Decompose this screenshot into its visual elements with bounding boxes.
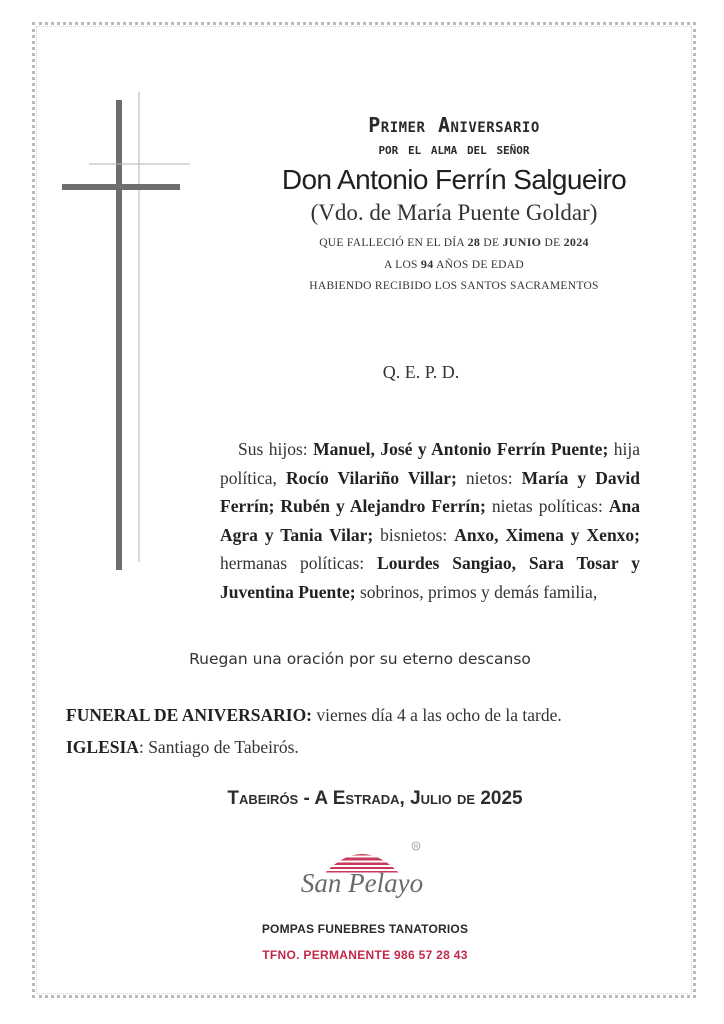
company-tagline: POMPAS FUNEBRES TANATORIOS — [261, 922, 469, 936]
san-pelayo-logo — [294, 838, 430, 920]
family-text: nietos: — [456, 467, 522, 488]
family-names: Manuel, José y Antonio Ferrín Puente; — [313, 439, 609, 459]
family-text: Sus hijos: — [238, 439, 314, 459]
family-paragraph — [220, 435, 640, 607]
church-details: : Santiago de Tabeirós. — [138, 737, 299, 757]
prayer-request: Ruegan una oración por su eterno descanso — [189, 650, 531, 668]
family-names: Rocío Vilariño Villar; — [285, 467, 457, 488]
funeral-details: viernes día 4 a las ocho de la tarde. — [312, 705, 562, 725]
family-text: hija política, — [220, 439, 640, 488]
svg-text:R: R — [413, 844, 419, 851]
family-text: sobrinos, primos y demás familia, — [355, 581, 598, 602]
funeral-info — [66, 705, 666, 726]
sacraments-line: HABIENDO RECIBIDO LOS SANTOS SACRAMENTOS — [309, 280, 599, 292]
anniversary-title: Primer Aniversario — [368, 113, 540, 137]
family-text: nietas políticas: — [485, 496, 609, 517]
place-and-date: Tabeirós - A Estrada, Julio de 2025 — [227, 788, 523, 809]
widower-note: (Vdo. de María Puente Goldar) — [310, 200, 598, 225]
family-text: bisnietos: — [373, 524, 455, 545]
obituary-header — [236, 113, 672, 297]
funeral-label: FUNERAL DE ANIVERSARIO: — [66, 705, 313, 725]
church-info — [66, 737, 666, 758]
family-text: hermanas políticas: — [220, 553, 378, 574]
svg-text:San Pelayo: San Pelayo — [300, 868, 424, 898]
soul-of-subtitle: por el alma del señor — [378, 139, 530, 158]
age-line: A LOS 94 AÑOS DE EDAD — [383, 257, 525, 271]
phone-number: TFNO. PERMANENTE 986 57 28 43 — [262, 948, 468, 962]
church-label: IGLESIA — [66, 737, 139, 757]
deceased-name: Don Antonio Ferrín Salgueiro — [281, 164, 627, 195]
cross-icon — [55, 92, 195, 572]
family-names: Anxo, Ximena y Xenxo; — [454, 524, 641, 545]
family-names: Lourdes Sangiao, Sara Tosar y Juventina Puente; — [220, 553, 640, 602]
family-names: Ana Agra y Tania Vilar; — [220, 496, 640, 545]
death-date-line: QUE FALLECIÓ EN EL DÍA 28 DE JUNIO DE 2024 — [319, 235, 589, 249]
family-names: María y David Ferrín; Rubén y Alejandro Ferrín; — [220, 467, 640, 517]
qepd-text: Q. E. P. D. — [382, 362, 460, 382]
